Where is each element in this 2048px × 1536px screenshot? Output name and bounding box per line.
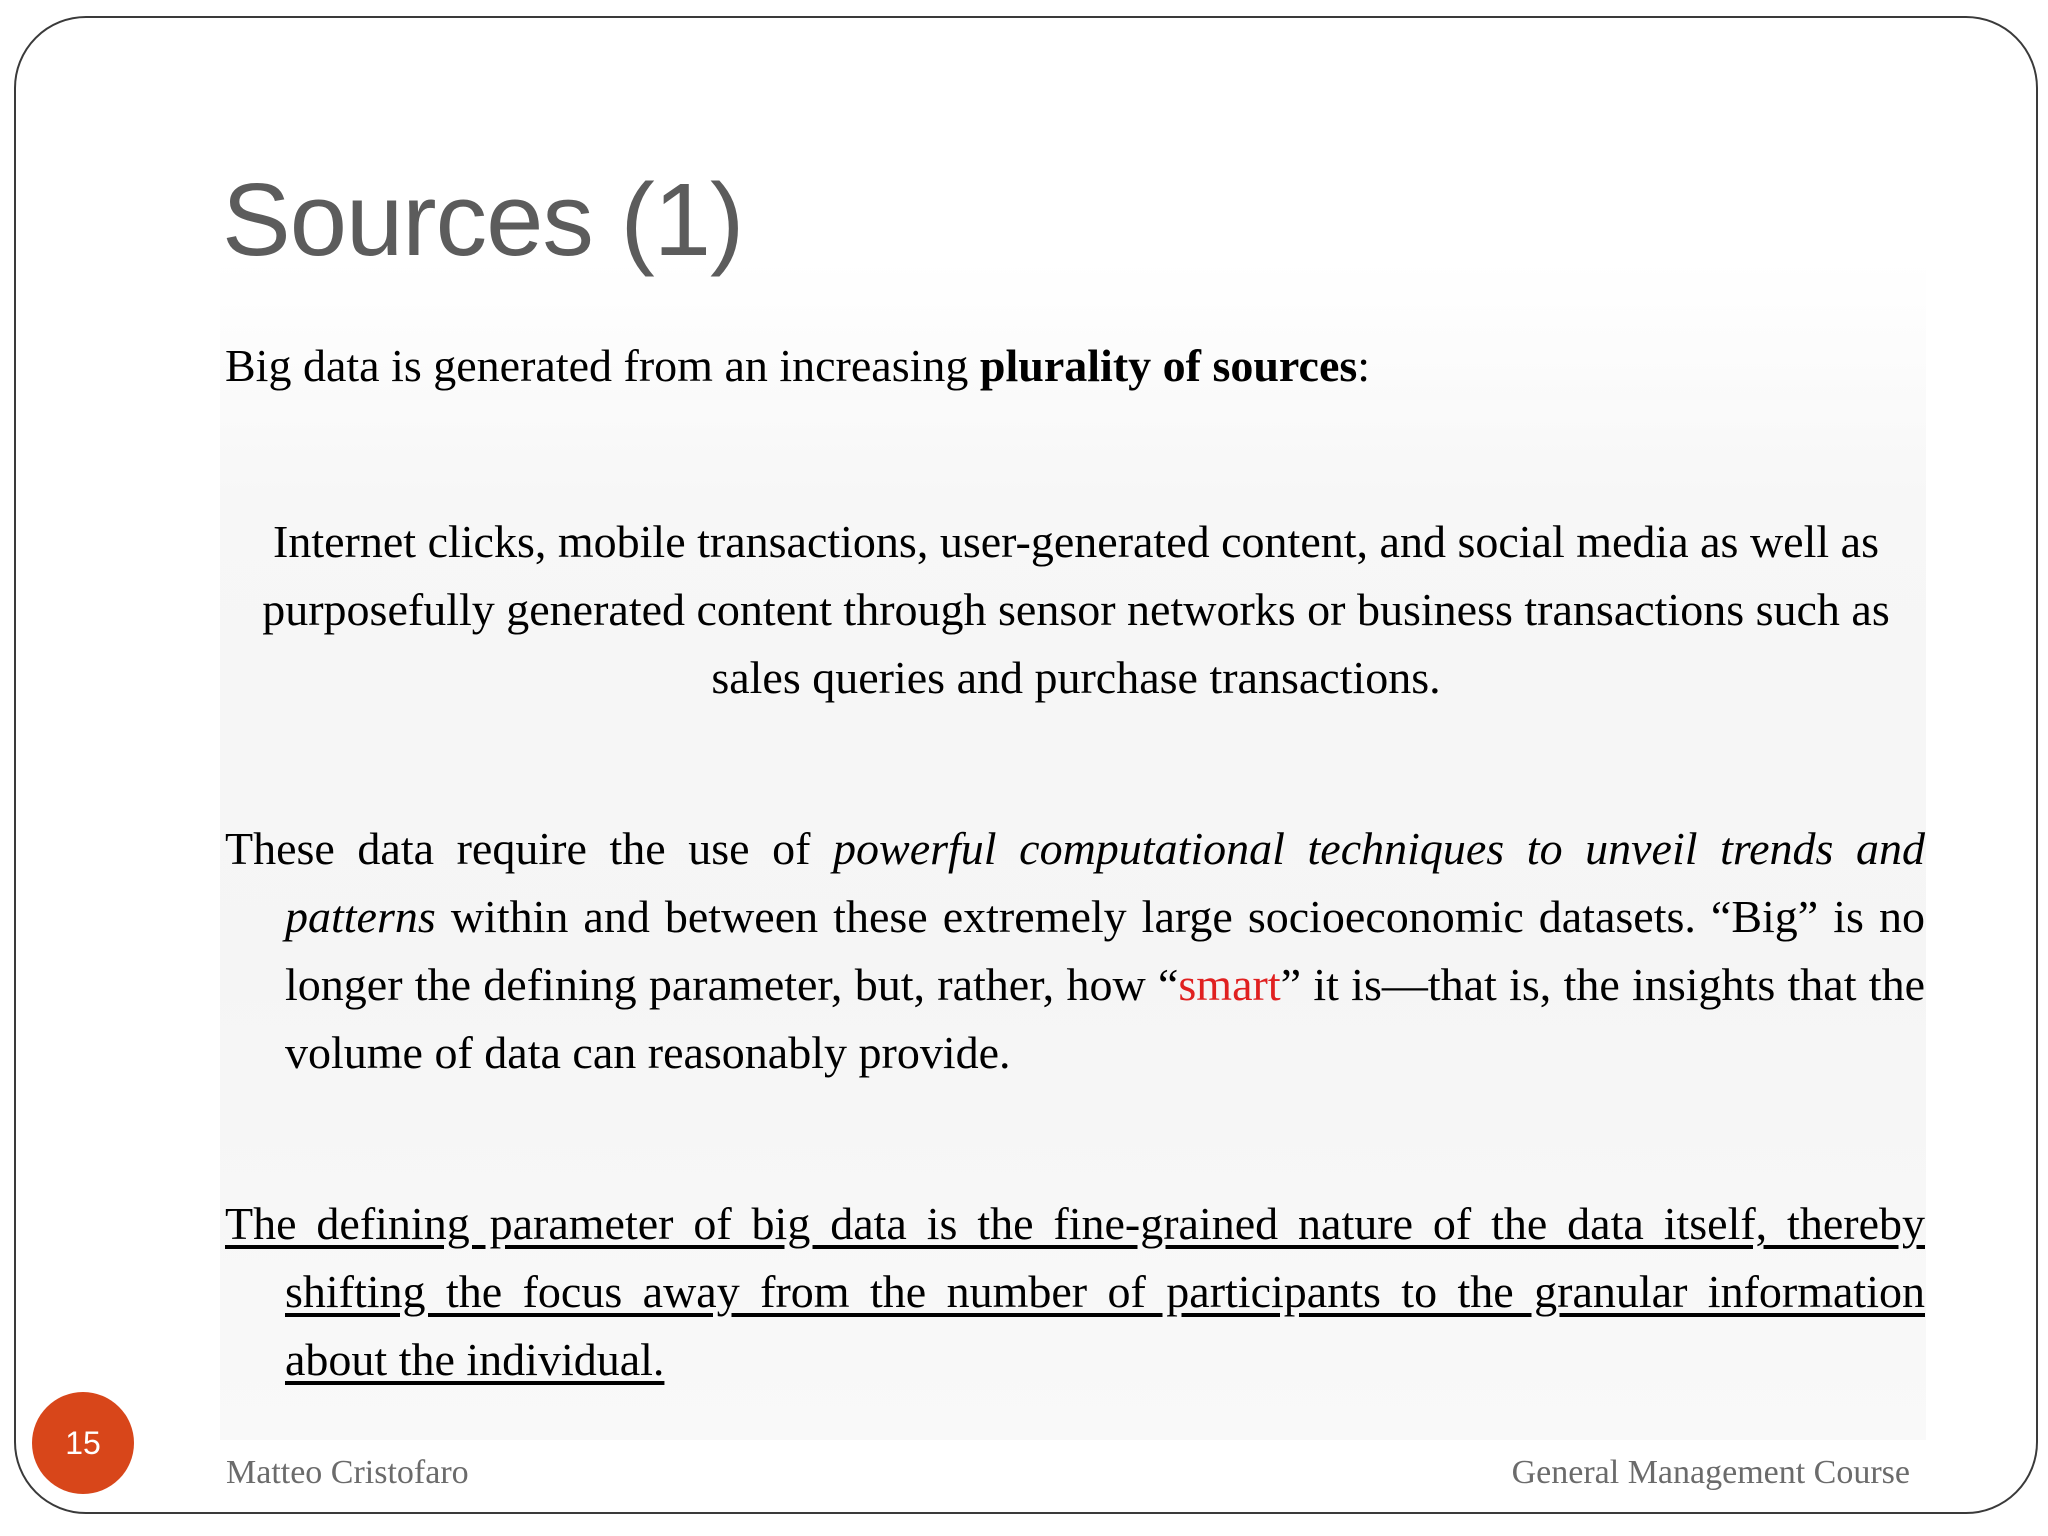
defining-parameter-paragraph: The defining parameter of big data is the fine-grained nature of the data itself, thereby shifting the focus away from the number of participants to the granular information about the individual. [225, 1198, 1925, 1385]
computation-paragraph [225, 815, 1925, 1087]
intro-sentence [225, 336, 1370, 396]
intro-text: Big data is generated from an increasing [225, 340, 980, 391]
page-number-badge: 15 [32, 1392, 134, 1494]
intro-colon: : [1357, 340, 1371, 391]
computation-text-end: ” it is—that is, the insights that the volume of data can reasonably provide. [285, 959, 1925, 1078]
computation-italic-phrase: powerful computational techniques to unveil trends and patterns [285, 823, 1925, 942]
computation-text-start: These data require the use of [225, 823, 834, 874]
footer-course: General Management Course [1511, 1454, 1910, 1491]
footer-author: Matteo Cristofaro [226, 1454, 469, 1491]
slide-title: Sources (1) [222, 162, 744, 277]
smart-highlight: smart [1178, 959, 1281, 1010]
computation-text-middle: within and between these extremely large socioeconomic datasets. “Big” is no longer the defining parameter, but, rather, how “ [285, 891, 1925, 1010]
sources-list-paragraph: Internet clicks, mobile transactions, user-generated content, and social media as well as purposefully generated content through sensor networks or business transactions such as sales queries and purchase transactions. [262, 516, 1890, 703]
intro-bold-phrase: plurality of sources [979, 340, 1358, 391]
